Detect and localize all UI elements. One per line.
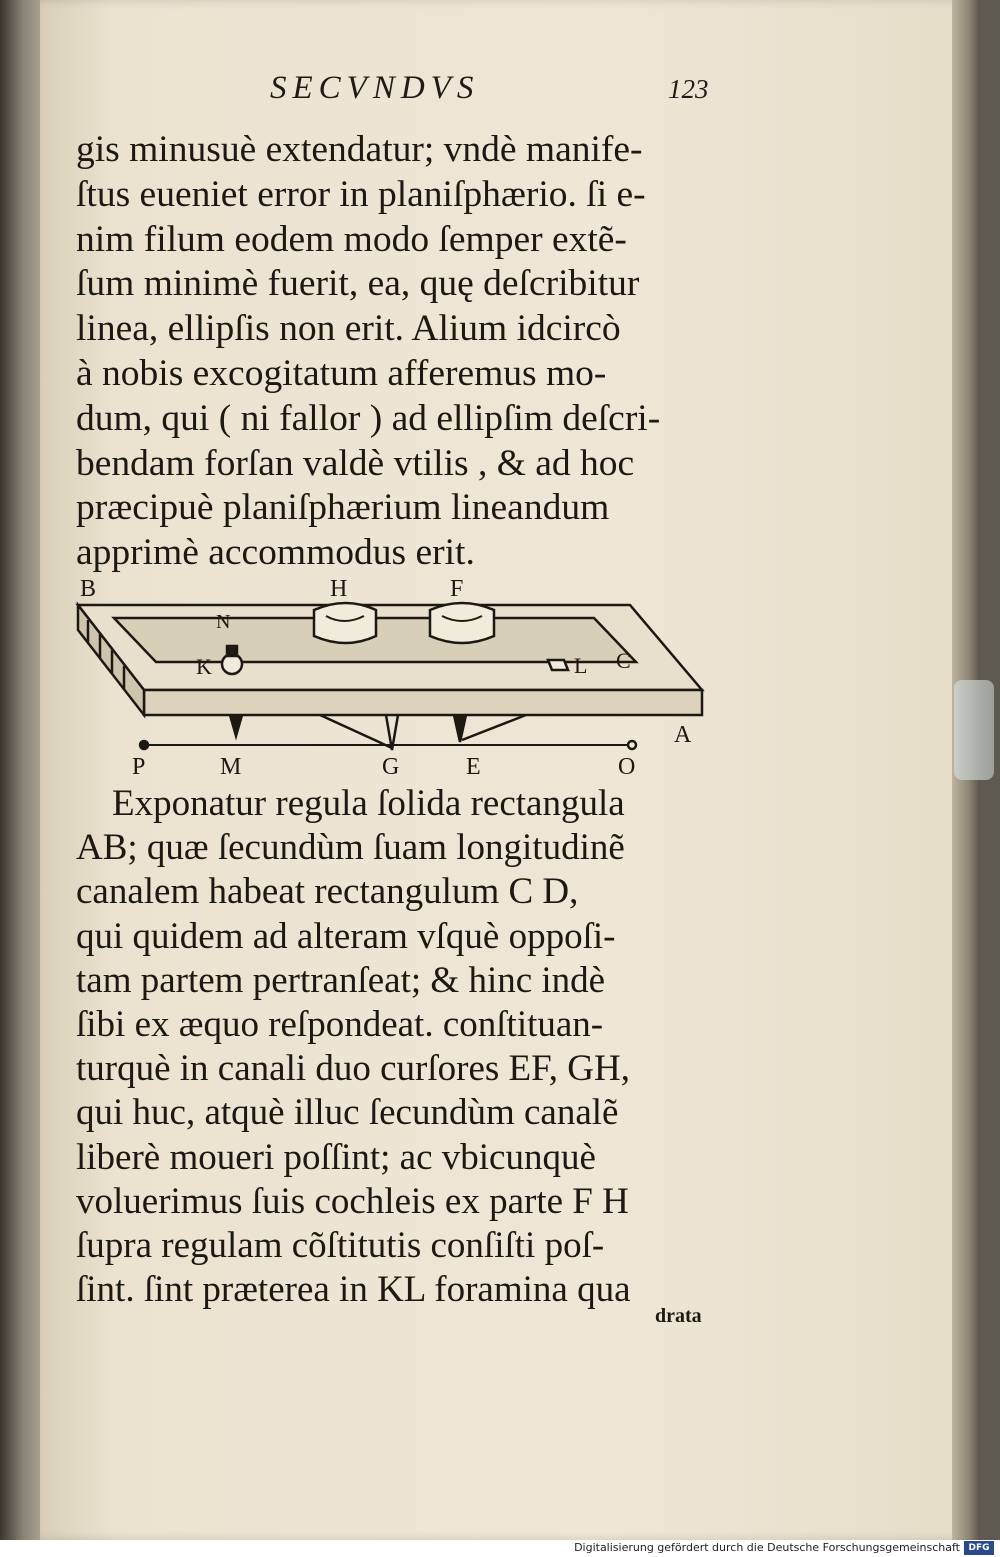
label-g: G [382,754,400,780]
label-l: L [574,653,588,678]
ruler-diagram [70,570,740,780]
label-f: F [450,576,464,602]
text-line: ſupra regulam cõſtitutis conſiſti poſ- [76,1225,605,1267]
text-line: ſum minimè fuerit, ea, quę deſcribitur [76,263,640,305]
text-line: à nobis excogitatum afferemus mo- [76,352,607,394]
text-line: gis minusuè extendatur; vndè manife- [76,129,643,170]
label-b: B [80,576,97,602]
label-m: M [220,754,242,780]
label-a: A [674,722,692,748]
text-line: liberè moueri poſſint; ac vbicunquè [76,1136,596,1178]
running-head: SECVNDVS [270,70,480,106]
text-line: canalem habeat rectangulum C D, [76,871,579,913]
text-line: ſibi ex æquo reſpondeat. conſtituan- [76,1004,604,1046]
page-clip [954,680,994,780]
dfg-logo: DFG [964,1541,994,1555]
text-line: Exponatur regula ſolida rectangula [112,783,625,824]
label-o: O [618,754,636,780]
page-number: 123 [668,74,709,104]
text-line: qui huc, atquè illuc ſecundùm canalẽ [76,1092,619,1134]
text-line: præcipuè planiſphærium lineandum [76,487,610,529]
woodcut-figure [70,570,740,780]
text-line: qui quidem ad alteram vſquè oppoſi- [76,915,616,957]
label-h: H [330,576,348,602]
text-block-top [76,128,726,576]
text-line: dum, qui ( ni fallor ) ad ellipſim deſcri- [76,397,661,439]
text-line: linea, ellipſis non erit. Alium idcircò [76,308,621,350]
label-c: C [616,648,631,673]
catchword: drata [655,1305,702,1327]
text-line: ſtus eueniet error in planiſphærio. ſi e- [76,173,646,215]
label-e: E [466,754,481,780]
label-n: N [216,611,231,633]
text-line: bendam forſan valdè vtilis , & ad hoc [76,442,635,484]
text-line: voluerimus ſuis cochleis ex parte F H [76,1180,629,1222]
text-line: tam partem pertranſeat; & hinc indè [76,959,606,1001]
label-k: K [196,654,212,679]
footer-credit: Digitalisierung gefördert durch die Deutsche Forschungsgemeinschaft [574,1541,960,1554]
label-p: P [132,754,146,780]
text-line: apprimè accommodus erit. [76,532,475,574]
text-line: ſint. ſint præterea in KL foramina qua [76,1269,631,1311]
text-line: nim filum eodem modo ſemper extẽ- [76,218,627,260]
text-line: AB; quæ ſecundùm ſuam longitudinẽ [76,827,625,869]
ruler-outline [78,603,702,750]
text-block-bottom [76,782,726,1312]
text-line: turquè in canali duo curſores EF, GH, [76,1048,630,1090]
